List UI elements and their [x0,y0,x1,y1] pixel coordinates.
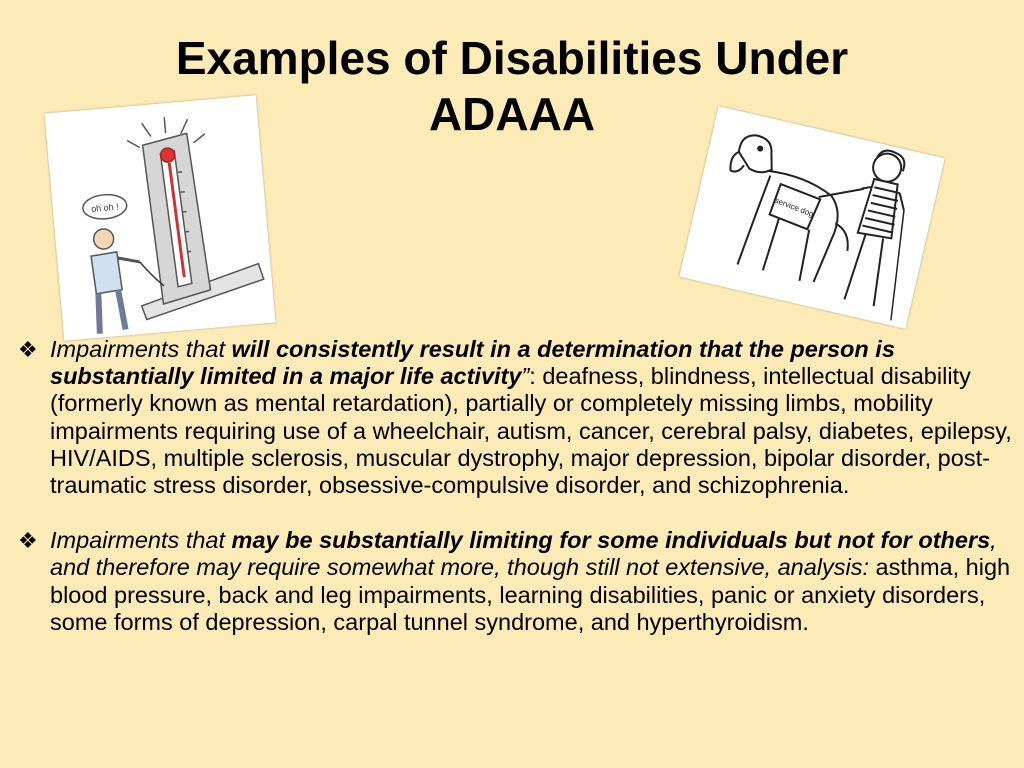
bullet-lead: Impairments that [50,336,232,362]
bullet-body: deafness, blindness, intellectual disability (formerly known as mental retardation), partially or completely missing limbs, mobility impairments requiring use of a wheelchair, autism, cancer, cerebral palsy, diabetes, epilepsy, HIV/AIDS, multiple sclerosis, muscular dystrophy, major depression, bipolar disorder, post-traumatic stress disorder, obsessive-compulsive disorder, and schizophrenia. [50,363,1012,499]
blood-pressure-drawing [44,95,275,341]
diamond-bullet-icon: ❖ [18,528,38,554]
bullet-list [14,336,1014,636]
blood-pressure-clipart [44,95,275,341]
bullet-quote-close: ” [521,363,530,390]
speech-bubble-text: oh oh ! [90,201,120,214]
slide-title-line-2: ADAAA [428,88,596,140]
bullet-lead: Impairments that [50,527,232,554]
bullet-item-consistent-impairments [14,336,1014,499]
diamond-bullet-icon: ❖ [18,337,38,362]
bullet-emphasis: may be substantially limiting for some individuals but not for others [231,527,991,554]
bullet-continuation: , and therefore may require somewhat more, though still not extensive, analysis: [50,527,997,581]
slide-title-line-1: Examples of Disabilities Under [175,32,849,84]
bullet-item-variable-impairments [14,527,1014,636]
bullet-colon: : [529,363,536,390]
vest-text: service dog [773,195,815,219]
bullet-body: asthma, high blood pressure, back and leg impairments, learning disabilities, panic or anxiety disorders, some forms of depression, carpal tunnel syndrome, and hyperthyroidism. [50,554,1011,635]
bullet-emphasis: will consistently result in a determination that the person is substantially limited in a major life activity [50,336,895,390]
